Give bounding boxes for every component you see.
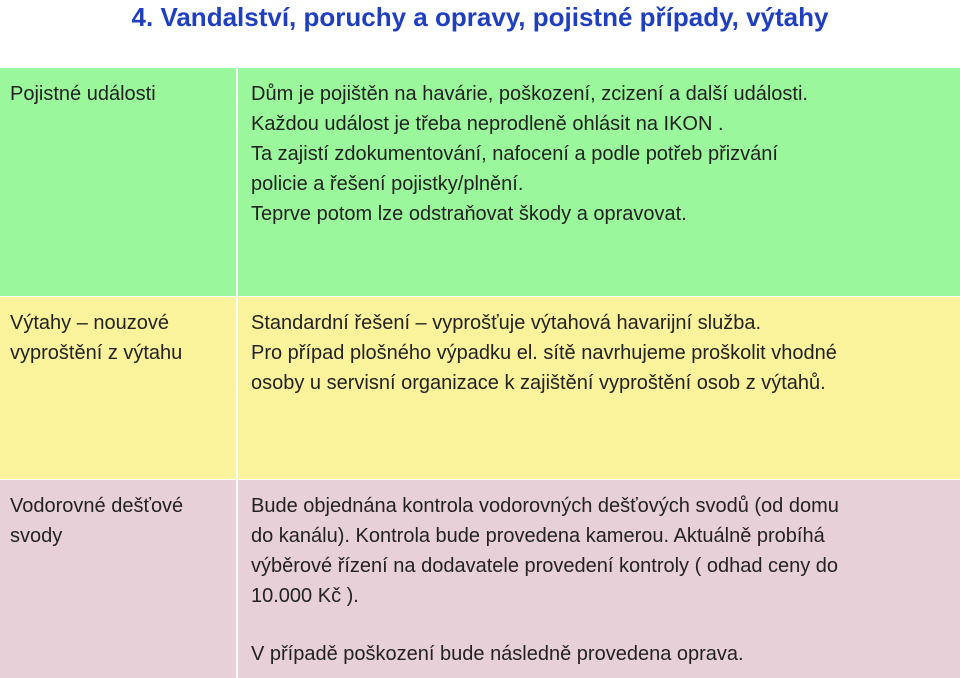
- row-label: Pojistné události: [0, 68, 238, 297]
- table-row-elevators: [0, 296, 960, 480]
- content-line: Pro případ plošného výpadku el. sítě navrhujeme proškolit vhodné: [251, 342, 837, 364]
- content-line: 10.000 Kč ).: [251, 585, 359, 607]
- content-line: do kanálu). Kontrola bude provedena kamerou. Aktuálně probíhá: [251, 525, 825, 547]
- row-content: [240, 68, 960, 297]
- content-line: Ta zajistí zdokumentování, nafocení a podle potřeb přizvání: [251, 143, 778, 165]
- row-content: [240, 297, 960, 480]
- content-line: výběrové řízení na dodavatele provedení kontroly ( odhad ceny do: [251, 555, 839, 577]
- content-line: Teprve potom lze odstraňovat škody a opravovat.: [251, 203, 687, 225]
- row-content: [240, 480, 960, 678]
- spacer: [251, 611, 950, 639]
- info-table: [0, 67, 960, 677]
- content-line: Dům je pojištěn na havárie, poškození, zcizení a další události.: [251, 83, 808, 105]
- content-line: osoby u servisní organizace k zajištění vyproštění osob z výtahů.: [251, 372, 826, 394]
- content-line: Standardní řešení – vyprošťuje výtahová havarijní služba.: [251, 312, 762, 334]
- table-row-insurance: [0, 67, 960, 297]
- content-line: V případě poškození bude následně provedena oprava.: [251, 643, 744, 665]
- content-line: Každou událost je třeba neprodleně ohlásit na IKON .: [251, 113, 724, 135]
- table-row-drains: [0, 479, 960, 678]
- content-line: policie a řešení pojistky/plnění.: [251, 173, 524, 195]
- page-title: 4. Vandalství, poruchy a opravy, pojistné případy, výtahy: [131, 2, 829, 32]
- row-label: Vodorovné dešťové svody: [0, 480, 238, 678]
- row-label: Výtahy – nouzové vyproštění z výtahu: [0, 297, 238, 480]
- content-line: Bude objednána kontrola vodorovných dešťových svodů (od domu: [251, 495, 839, 517]
